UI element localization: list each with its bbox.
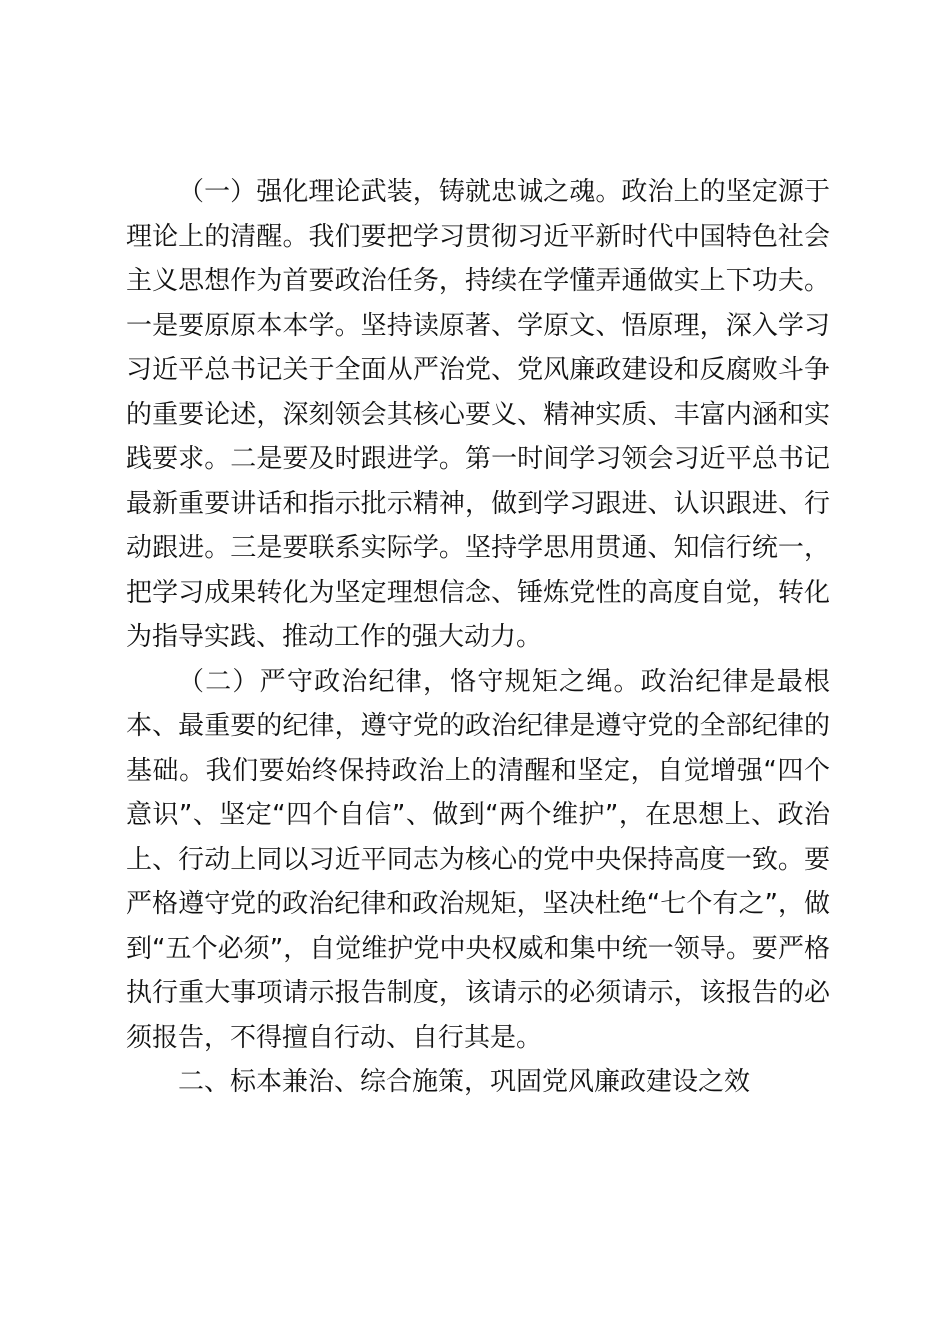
document-body <box>126 170 830 1105</box>
paragraph-2: （二）严守政治纪律，恪守规矩之绳。政治纪律是最根本、最重要的纪律，遵守党的政治纪律是遵守党的全部纪律的基础。我们要始终保持政治上的清醒和坚定，自觉增强“四个意识”、坚定“四个自信”、做到“两个维护”，在思想上、政治上、行动上同以习近平同志为核心的党中央保持高度一致。要严格遵守党的政治纪律和政治规矩，坚决杜绝“七个有之”，做到“五个必须”，自觉维护党中央权威和集中统一领导。要严格执行重大事项请示报告制度，该请示的必须请示，该报告的必须报告，不得擅自行动、自行其是。 <box>126 666 830 1053</box>
section-heading: 二、标本兼治、综合施策，巩固党风廉政建设之效 <box>178 1067 751 1097</box>
paragraph-1: （一）强化理论武装，铸就忠诚之魂。政治上的坚定源于理论上的清醒。我们要把学习贯彻习近平新时代中国特色社会主义思想作为首要政治任务，持续在学懂弄通做实上下功夫。一是要原原本本学。坚持读原著、学原文、悟原理，深入学习习近平总书记关于全面从严治党、党风廉政建设和反腐败斗争的重要论述，深刻领会其核心要义、精神实质、丰富内涵和实践要求。二是要及时跟进学。第一时间学习领会习近平总书记最新重要讲话和指示批示精神，做到学习跟进、认识跟进、行动跟进。三是要联系实际学。坚持学思用贯通、知信行统一，把学习成果转化为坚定理想信念、锤炼党性的高度自觉，转化为指导实践、推动工作的强大动力。 <box>126 177 830 652</box>
